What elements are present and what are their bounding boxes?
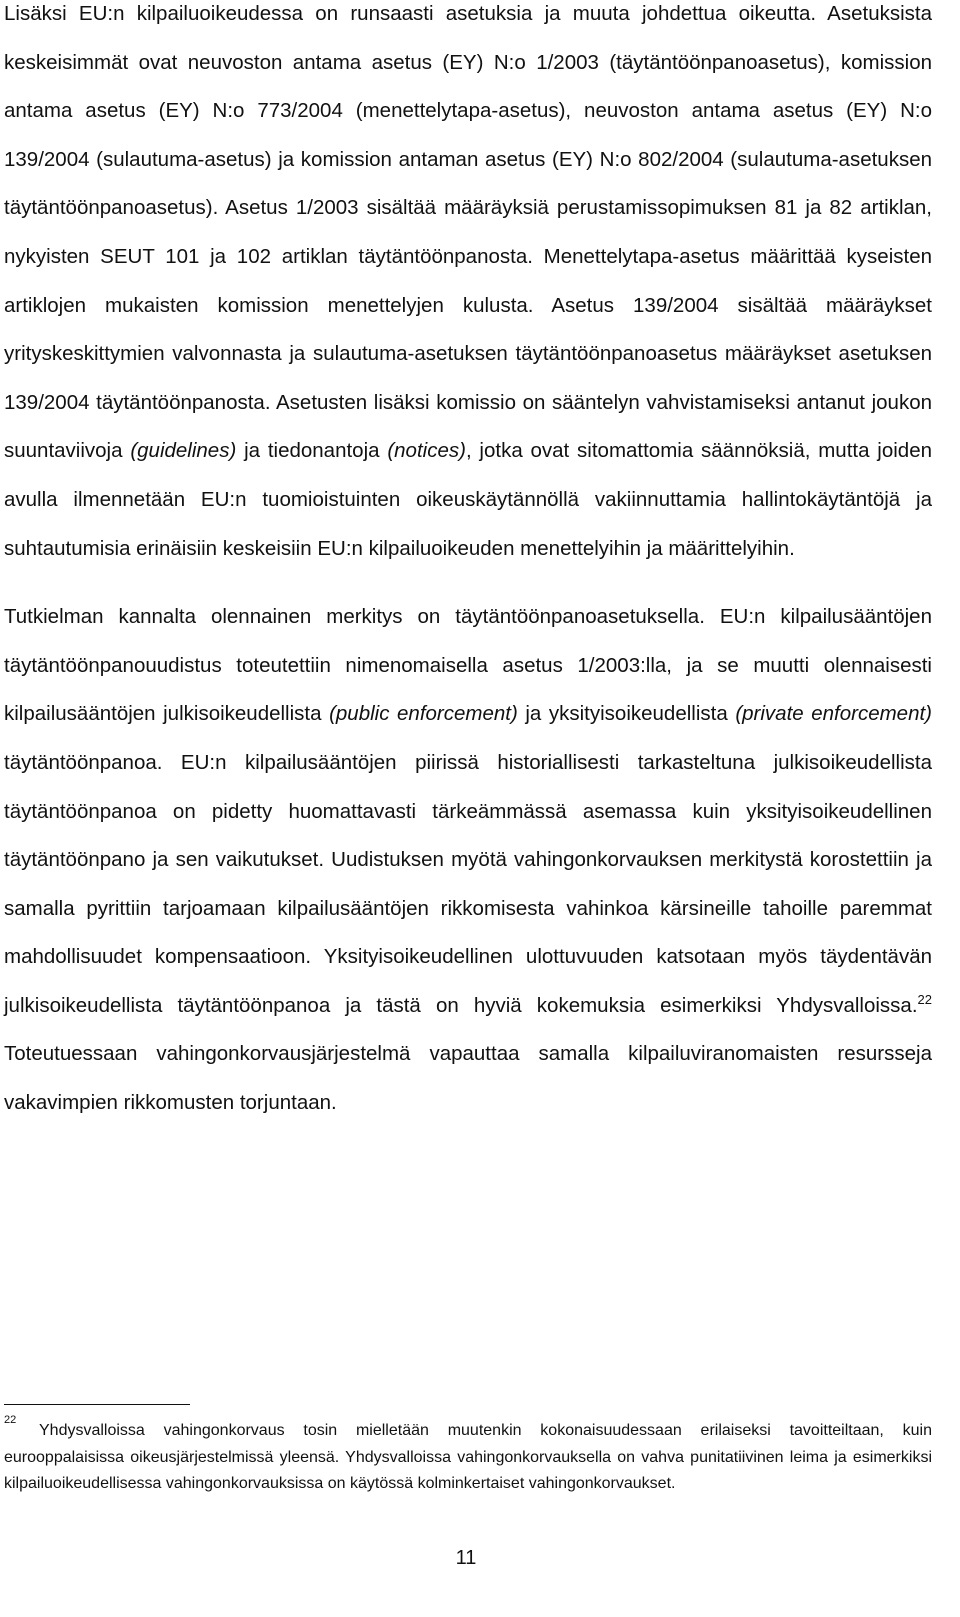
italic-term: (private enforcement) <box>735 702 932 726</box>
body-paragraph-2 <box>4 593 932 1128</box>
paragraph-text: Toteutuessaan vahingonkorvausjärjestelmä vapauttaa samalla kilpailuviranomaisten resursseja vakavimpien rikkomusten torjuntaan. <box>4 1042 932 1115</box>
footnote-text: Yhdysvalloissa vahingonkorvaus tosin mielletään muutenkin kokonaisuudessaan erilaiseksi tavoitteiltaan, kuin eurooppalaisissa oikeusjärjestelmissä yleensä. Yhdysvalloissa vahingonkorvauksella on vahva punitatiivinen leima ja esimerkiksi kilpailuoikeudellisessa vahingonkorvauksissa on käytössä kolminkertaiset vahingonkorvaukset. <box>4 1422 932 1492</box>
footnote-reference[interactable]: 22 <box>917 991 932 1007</box>
paragraph-text: Lisäksi EU:n kilpailuoikeudessa on runsaasti asetuksia ja muuta johdettua oikeutta. Asetuksista keskeisimmät ovat neuvoston antama asetus (EY) N:o 1/2003 (täytäntöönpanoasetus), komission antama asetus (EY) N:o 773/2004 (menettelytapa-asetus), neuvoston antama asetus (EY) N:o 139/2004 (sulautuma-asetus) ja komission antaman asetus (EY) N:o 802/2004 (sulautuma-asetuksen täytäntöönpanoasetus). Asetus 1/2003 sisältää määräyksiä perustamissopimuksen 81 ja 82 artiklan, nykyisten SEUT 101 ja 102 artiklan täytäntöönpanosta. Menettelytapa-asetus määrittää kyseisten artiklojen mukaisten komission menettelyjen kulusta. Asetus 139/2004 sisältää määräykset yrityskeskittymien valvonnasta ja sulautuma-asetuksen täytäntöönpanoasetus määräykset asetuksen 139/2004 täytäntöönpanosta. Asetusten lisäksi komissio on sääntelyn vahvistamiseksi antanut joukon suuntaviivoja <box>4 2 932 463</box>
italic-term: (guidelines) <box>130 439 237 463</box>
paragraph-text: ja yksityisoikeudellista <box>517 702 736 726</box>
italic-term: (public enforcement) <box>329 702 518 726</box>
paragraph-text: ja tiedonantoja <box>236 439 388 463</box>
paragraph-text: , jotka ovat sitomattomia säännöksiä, mutta joiden avulla ilmennetään EU:n tuomioistuinten oikeuskäytännöllä vakiinnuttamia hallintokäytäntöjä ja suhtautumisia erinäisiin keskeisiin EU:n kilpailuoikeuden menettelyihin ja määrittelyihin. <box>4 439 932 560</box>
italic-term: (notices) <box>387 439 466 463</box>
footnote: 22Yhdysvalloissa vahingonkorvaus tosin mielletään muutenkin kokonaisuudessaan erilaiseksi tavoitteiltaan, kuin eurooppalaisissa oikeusjärjestelmissä yleensä. Yhdysvalloissa vahingonkorvauksella on vahva punitatiivinen leima ja esimerkiksi kilpailuoikeudellisessa vahingonkorvauksissa on käytössä kolminkertaiset vahingonkorvaukset. <box>4 1414 932 1492</box>
page-number: 11 <box>455 1547 477 1569</box>
body-paragraph-1 <box>4 0 932 573</box>
paragraph-text: Tutkielman kannalta olennainen merkitys on täytäntöönpanoasetuksella. EU:n kilpailusääntöjen täytäntöönpanouudistus toteutettiin nimenomaisella asetus 1/2003:lla, ja se muutti olennaisesti kilpailusääntöjen julkisoikeudellista <box>4 605 932 726</box>
paragraph-text: täytäntöönpanoa. EU:n kilpailusääntöjen piirissä historiallisesti tarkasteltuna julkisoikeudellista täytäntöönpanoa on pidetty huomattavasti tärkeämmässä asemassa kuin yksityisoikeudellinen täytäntöönpano ja sen vaikutukset. Uudistuksen myötä vahingonkorvauksen merkitystä korostettiin ja samalla pyrittiin tarjoamaan kilpailusääntöjen rikkomisesta vahinkoa kärsineille tahoille paremmat mahdollisuudet kompensaatioon. Yksityisoikeudellinen ulottuvuuden katsotaan myös täydentävän julkisoikeudellista täytäntöönpanoa ja tästä on hyviä kokemuksia esimerkiksi Yhdysvalloissa. <box>4 750 932 1017</box>
document-page <box>4 0 932 1128</box>
footnote-separator <box>4 1404 190 1405</box>
